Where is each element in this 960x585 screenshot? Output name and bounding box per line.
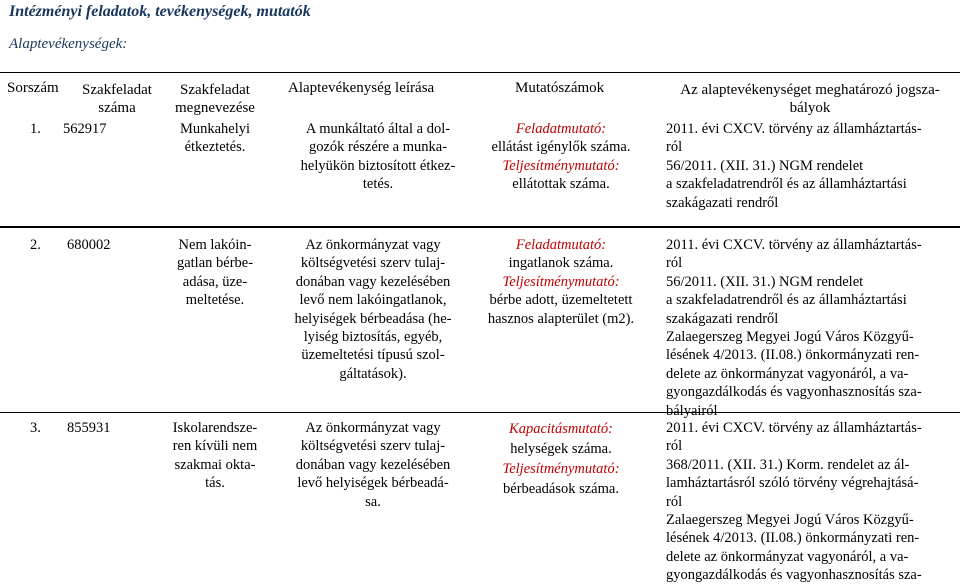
- row-number: 2.: [30, 237, 41, 253]
- col-header-mutatoszamok: Mutatószámok: [515, 80, 605, 96]
- indicators: Kapacitásmutató: helységek száma. Teljesítménymutató: bérbeadások száma.: [502, 421, 620, 497]
- szakfeladat-code: 562917: [63, 121, 107, 137]
- indicators: Feladatmutató: ellátást igénylők száma. Teljesítménymutató: ellátottak száma.: [491, 121, 631, 193]
- activity-description: Az önkormányzat vagy költségvetési szerv tulaj- donában vagy kezelésében levő helyiségek bérbeadá- sa.: [295, 420, 451, 510]
- szakfeladat-code: 680002: [67, 237, 111, 253]
- col-header-szakfeladat-megnevezese: Szakfeladat megnevezése: [175, 82, 255, 116]
- col-header-jogszabalyok: Az alaptevékenységet meghatározó jogsza- bályok: [680, 82, 940, 116]
- row-separator-double: [0, 227, 960, 228]
- legal-references: 2011. évi CXCV. törvény az államháztartás- ról 368/2011. (XII. 31.) Korm. rendelet az ál- lamháztartásról szóló törvény végrehajtásá- ról Zalaegerszeg Megyei Jogú Város Közgyű- lésének 4/2013. (II.08.) önkormányzati ren- delete az önkormányzat vagyonáról, a va- gyongazdálkodás és vagyonhasznosítás sza-: [666, 420, 922, 584]
- row-number: 3.: [30, 420, 41, 436]
- table-top-rule: [0, 72, 960, 73]
- activity-description: Az önkormányzat vagy költségvetési szerv tulaj- donában vagy kezelésében levő nem lakóingatlanok, helyiségek bérbeadása (he- lyiség biztosítás, egyéb, üzemeltetési típusú szol- gáltatások).: [294, 237, 452, 382]
- col-header-sorszam: Sorszám: [7, 80, 59, 96]
- col-header-szakfeladat-szama: Szakfeladat száma: [82, 82, 152, 116]
- legal-references: 2011. évi CXCV. törvény az államháztartás- ról 56/2011. (XII. 31.) NGM rendelet a szakfeladatrendről és az államháztartási szakágazati rendről Zalaegerszeg Megyei Jogú Város Közgyű- lésének 4/2013. (II.08.) önkormányzati ren- delete az önkormányzat vagyonáról, a va- gyongazdálkodás és vagyonhasznosítás sza- bályairól: [666, 237, 922, 419]
- indicators: Feladatmutató: ingatlanok száma. Teljesítménymutató: bérbe adott, üzemeltetett hasznos alapterület (m2).: [487, 237, 635, 327]
- row-number: 1.: [30, 121, 41, 137]
- activity-description: A munkáltató által a dol- gozók részére a munka- helyükön biztosított étkez- tetés.: [300, 121, 456, 193]
- section-subtitle: Alaptevékenységek:: [9, 36, 128, 52]
- page-title: Intézményi feladatok, tevékenységek, mutatók: [9, 3, 311, 20]
- szakfeladat-name: Nem lakóin- gatlan bérbe- adása, üze- meltetése.: [176, 237, 254, 309]
- col-header-leiras: Alaptevékenység leírása: [288, 80, 435, 96]
- szakfeladat-name: Iskolarendsze- ren kívüli nem szakmai okta- tás.: [172, 420, 258, 492]
- szakfeladat-name: Munkahelyi étkeztetés.: [179, 121, 251, 156]
- legal-references: 2011. évi CXCV. törvény az államháztartás- ról 56/2011. (XII. 31.) NGM rendelet a szakfeladatrendről és az államháztartási szakágazati rendről: [666, 121, 922, 211]
- szakfeladat-code: 855931: [67, 420, 111, 436]
